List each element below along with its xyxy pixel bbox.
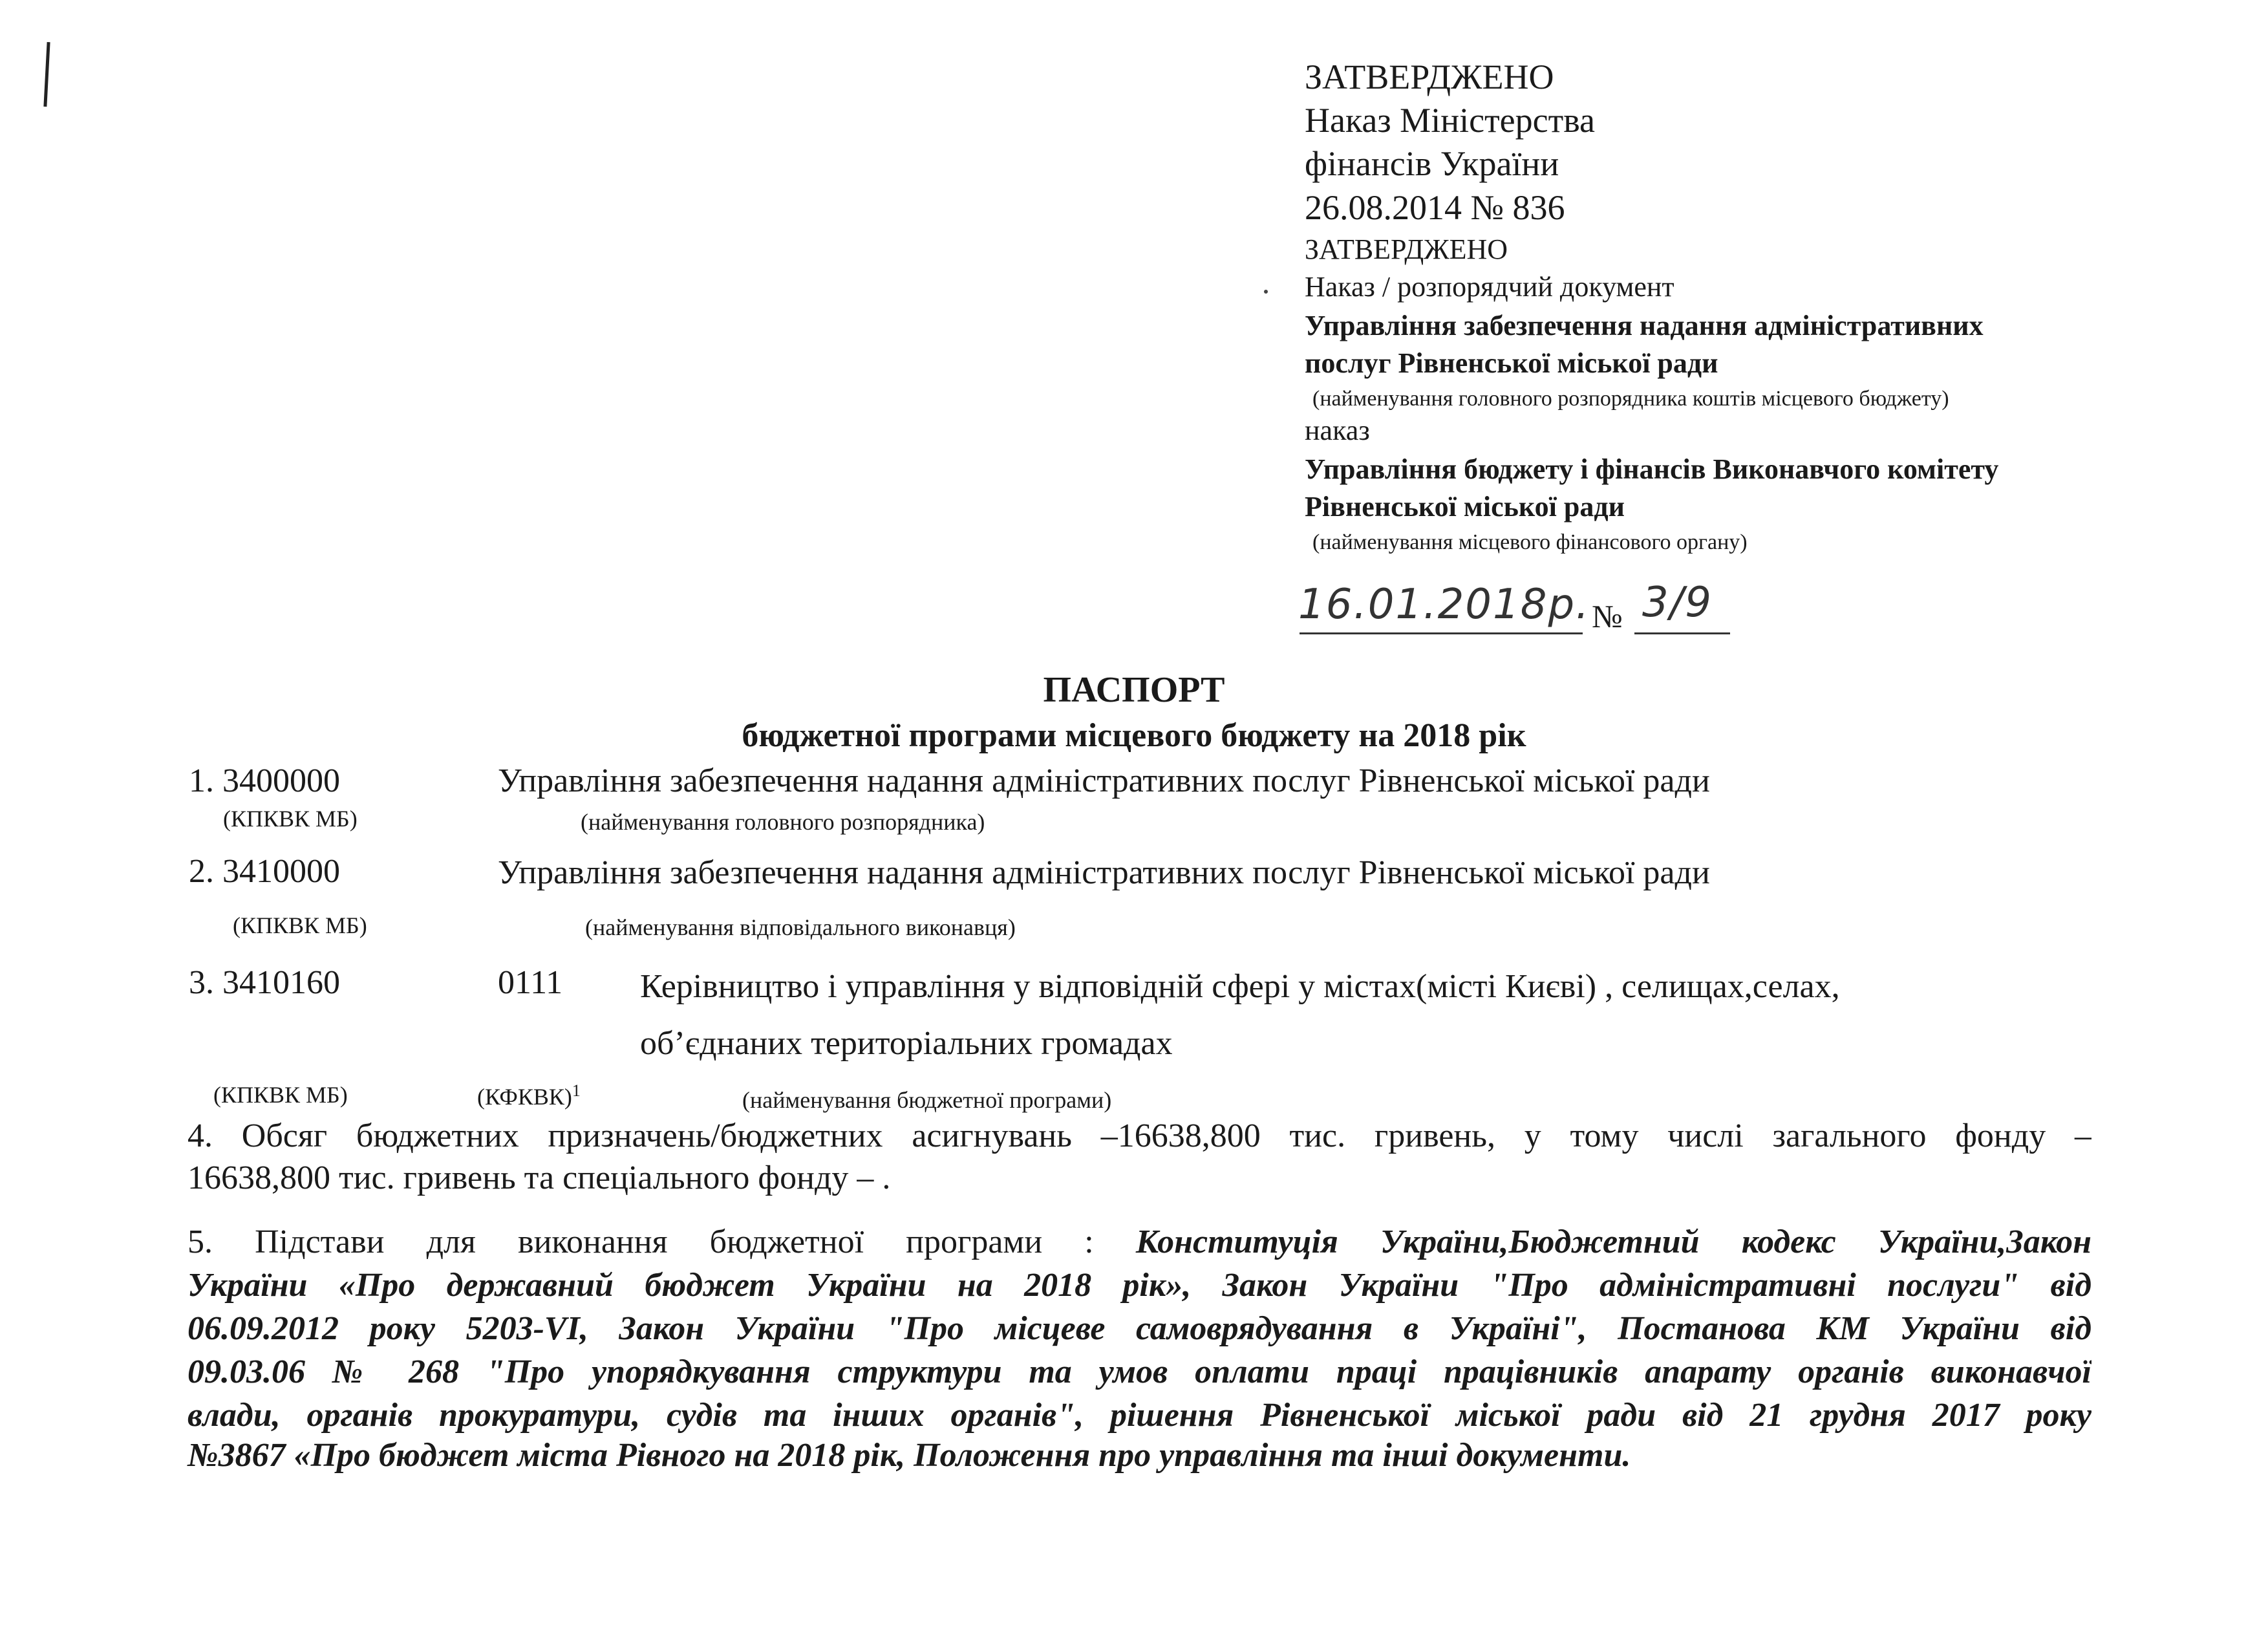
item2-code-note: (КПКВК МБ) [233,912,367,938]
approval-order-line: Наказ Міністерства [1305,101,1595,140]
number-sign: № [1592,598,1623,634]
item2-code: 2. 3410000 [189,853,340,890]
approval-order-word: наказ [1305,415,1370,446]
item2-name: Управління забезпечення надання адміністративних послуг Рівненської міської ради [498,854,1710,891]
item3-code: 3. 3410160 [189,964,340,1001]
handwritten-date: 16.01.2018р. [1298,581,1590,629]
item5-legal-basis-6: №3867 «Про бюджет міста Рівного на 2018 рік, Положення про управління та інші документи. [187,1437,1631,1474]
approval-manager-line2: послуг Рівненської міської ради [1305,347,1718,379]
approval-manager-note: (найменування головного розпорядника коштів місцевого бюджету) [1312,387,1949,411]
item3-name-line1: Керівництво і управління у відповідній сфері у містах(місті Києві) , селищах,селах, [640,968,1840,1005]
scan-artifact-dot [1264,290,1268,294]
number-underline [1634,632,1730,634]
approval-finance-note: (найменування місцевого фінансового органу) [1312,530,1748,554]
item5-legal-basis-1: Конституція України,Бюджетний кодекс України,Закон [1135,1223,2091,1260]
item1-name: Управління забезпечення надання адміністративних послуг Рівненської міської ради [498,762,1710,799]
handwritten-number: 3/9 [1642,579,1713,627]
item3-name-line2: об’єднаних територіальних громадах [640,1025,1173,1062]
approval-finance-line2: Рівненської міської ради [1305,491,1625,523]
approval-title: ЗАТВЕРДЖЕНО [1305,58,1554,96]
item5-legal-basis-5: влади, органів прокуратури, судів та інших органів", рішення Рівненської міської ради від 21 грудня 2017 року [187,1397,2091,1434]
approval-finance-line1: Управління бюджету і фінансів Виконавчого комітету [1305,453,1999,485]
approval-manager-line1: Управління забезпечення надання адміністративних [1305,310,1984,341]
approval-document-type: Наказ / розпорядчий документ [1305,271,1674,303]
approval-title-2: ЗАТВЕРДЖЕНО [1305,233,1508,265]
item1-code-note: (КПКВК МБ) [223,806,358,832]
item3-code-note: (КПКВК МБ) [213,1082,348,1108]
item3-kfkvk: 0111 [498,964,563,1001]
item1-code: 1. 3400000 [189,762,340,799]
item5-line1 [187,1220,2091,1264]
date-underline [1300,632,1583,634]
item4-line2: 16638,800 тис. гривень та спеціального фонду – . [187,1159,891,1196]
item3-kfkvk-note: (КФКВК)$^1$ [477,1081,581,1110]
approval-date-number: 26.08.2014 № 836 [1305,188,1565,227]
item5-legal-basis-2: України «Про державний бюджет України на 2018 рік», Закон України "Про адміністративні послуги" від [187,1267,2091,1304]
scan-artifact-mark [43,42,50,107]
item5-legal-basis-4: 09.03.06 № 268 "Про упорядкування структури та умов оплати праці працівників апарату органів виконавчої [187,1353,2091,1390]
document-subtitle: бюджетної програми місцевого бюджету на 2018 рік [742,717,1526,754]
approval-ministry-line: фінансів України [1305,144,1559,183]
item1-name-note: (найменування головного розпорядника) [581,809,985,835]
item5-lead: 5. Підстави для виконання бюджетної програми : [187,1223,1136,1260]
item3-name-note: (найменування бюджетної програми) [742,1087,1112,1113]
document-title: ПАСПОРТ [1043,670,1225,710]
item4-line1: 4. Обсяг бюджетних призначень/бюджетних асигнувань –16638,800 тис. гривень, у тому числі загального фонду – [187,1117,2091,1154]
item5-legal-basis-3: 06.09.2012 року 5203-VI, Закон України "Про місцеве самоврядування в Україні", Постанова КМ України від [187,1310,2091,1347]
item2-name-note: (найменування відповідального виконавця) [585,914,1016,940]
